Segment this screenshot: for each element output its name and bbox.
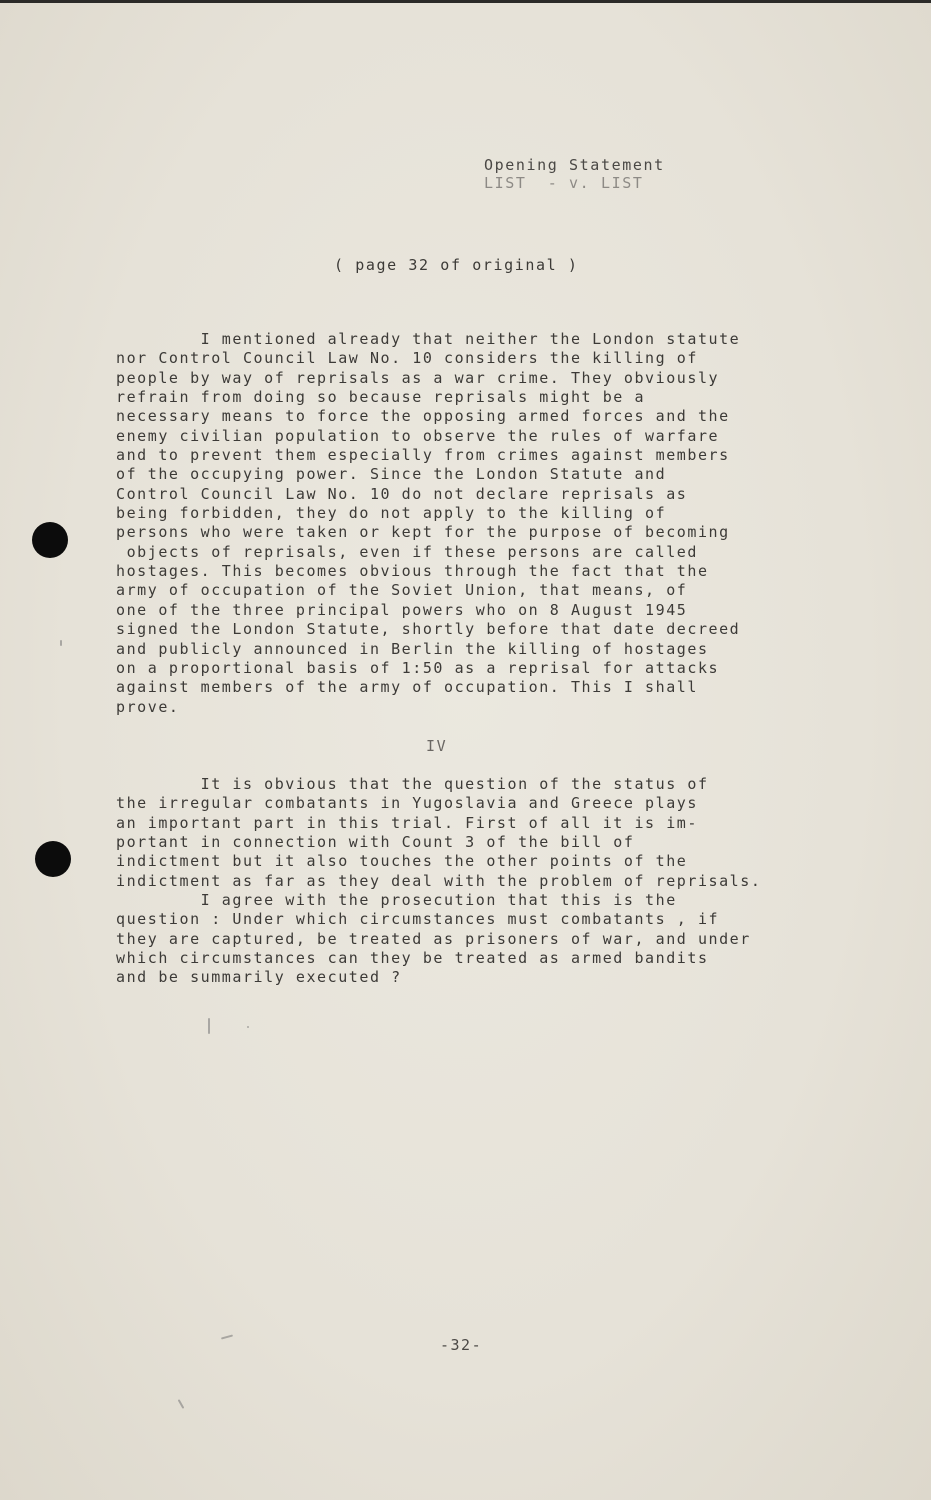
page-number: -32- [440, 1336, 483, 1354]
text-line: and to prevent them especially from crimes against members [116, 446, 730, 465]
text-line: necessary means to force the opposing armed forces and the [116, 407, 730, 426]
pencil-mark [247, 1026, 249, 1028]
paragraph-reprisals [116, 330, 836, 717]
text-line: against members of the army of occupation. This I shall [116, 678, 698, 697]
text-line: and be summarily executed ? [116, 968, 402, 987]
text-line: and publicly announced in Berlin the killing of hostages [116, 639, 709, 658]
text-line: which circumstances can they be treated as armed bandits [116, 949, 709, 968]
pencil-mark [60, 640, 62, 646]
text-line: persons who were taken or kept for the purpose of becoming [116, 523, 730, 542]
text-line: on a proportional basis of 1:50 as a reprisal for attacks [116, 658, 720, 677]
scan-edge [0, 0, 931, 3]
text-line: objects of reprisals, even if these persons are called [116, 542, 698, 561]
pencil-mark [178, 1399, 185, 1409]
text-line: people by way of reprisals as a war crime. They obviously [116, 368, 720, 387]
text-line: enemy civilian population to observe the rules of warfare [116, 426, 720, 445]
text-line: an important part in this trial. First of all it is im- [116, 813, 698, 832]
punch-hole [32, 522, 68, 558]
case-title: LIST - v. LIST [484, 174, 644, 192]
text-line: indictment but it also touches the other points of the [116, 852, 688, 871]
text-line: of the occupying power. Since the London Statute and [116, 465, 667, 484]
section-number: IV [426, 737, 448, 755]
text-line: nor Control Council Law No. 10 considers the killing of [116, 349, 698, 368]
text-line: the irregular combatants in Yugoslavia and Greece plays [116, 794, 698, 813]
text-line: indictment as far as they deal with the problem of reprisals. [116, 871, 762, 890]
text-line: portant in connection with Count 3 of the bill of [116, 833, 635, 852]
text-line: question : Under which circumstances must combatants , if [116, 910, 720, 929]
text-line: hostages. This becomes obvious through the fact that the [116, 562, 709, 581]
text-line: I mentioned already that neither the London statute [116, 330, 741, 348]
pencil-mark [221, 1334, 233, 1339]
text-line: signed the London Statute, shortly before that date decreed [116, 620, 741, 639]
text-line: I agree with the prosecution that this is the [116, 891, 677, 910]
punch-hole [35, 841, 71, 877]
original-page-reference: ( page 32 of original ) [334, 256, 579, 274]
text-line: they are captured, be treated as prisoners of war, and under [116, 929, 751, 948]
text-line: Control Council Law No. 10 do not declare reprisals as [116, 484, 688, 503]
pencil-mark [208, 1018, 210, 1034]
text-line: prove. [116, 697, 180, 716]
text-line: It is obvious that the question of the status of [116, 775, 709, 793]
text-line: one of the three principal powers who on 8 August 1945 [116, 600, 688, 619]
text-line: army of occupation of the Soviet Union, that means, of [116, 581, 688, 600]
paragraph-irregular-combatants [116, 775, 836, 988]
document-title: Opening Statement [484, 156, 665, 174]
text-line: being forbidden, they do not apply to the killing of [116, 504, 667, 523]
text-line: refrain from doing so because reprisals might be a [116, 388, 646, 407]
